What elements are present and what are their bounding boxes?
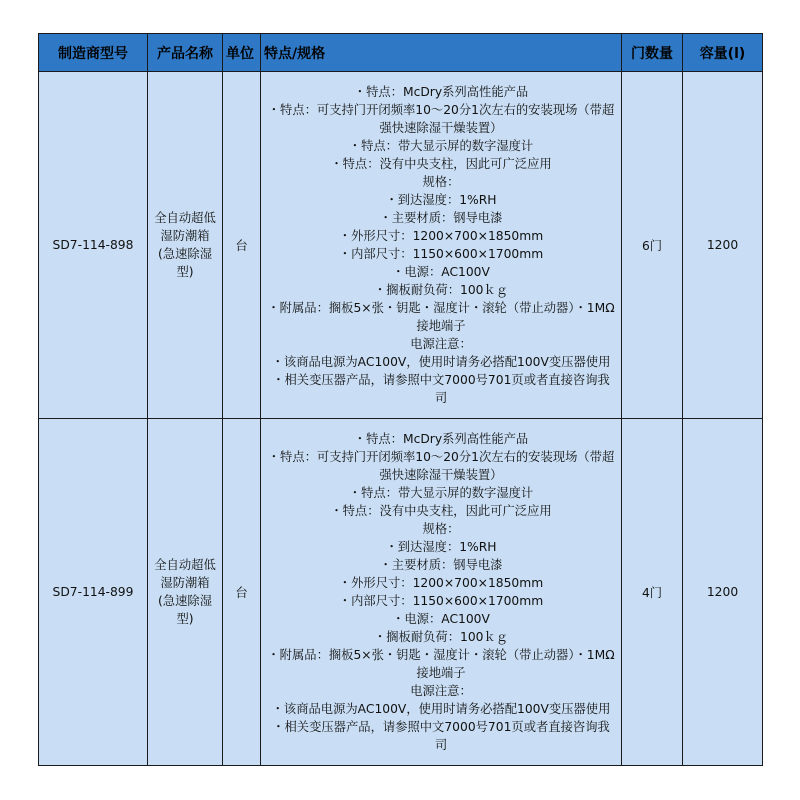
- cell-model: SD7-114-898: [39, 72, 148, 419]
- feature-line: ・电源：AC100V: [392, 612, 490, 626]
- table-row: [39, 419, 763, 766]
- cell-product-name: 全自动超低湿防潮箱(急速除湿型): [148, 419, 223, 766]
- feature-line: ・外形尺寸：1200×700×1850mm: [338, 576, 544, 590]
- cell-model: SD7-114-899: [39, 419, 148, 766]
- table-header-row: [39, 34, 763, 72]
- feature-line: ・该商品电源为AC100V，使用时请务必搭配100V变压器使用: [271, 355, 611, 369]
- feature-line: ・到达湿度：1%RH: [385, 193, 497, 207]
- feature-line: 规格：: [422, 175, 460, 189]
- feature-line: ・电源：AC100V: [392, 265, 490, 279]
- feature-line: ・附属品：搁板5×张・钥匙・湿度计・滚轮（带止动器）・1MΩ接地端子: [267, 648, 615, 680]
- cell-unit: 台: [223, 72, 261, 419]
- feature-line: ・特点：McDry系列高性能产品: [353, 85, 529, 99]
- feature-line: ・特点：没有中央支柱，因此可广泛应用: [330, 504, 552, 518]
- header-capacity: 容量(l): [683, 34, 763, 72]
- cell-features: [261, 419, 622, 766]
- table-row: [39, 72, 763, 419]
- cell-product-name: 全自动超低湿防潮箱(急速除湿型): [148, 72, 223, 419]
- cell-unit: 台: [223, 419, 261, 766]
- feature-line: 电源注意：: [410, 684, 472, 698]
- feature-line: ・相关变压器产品，请参照中文7000号701页或者直接咨询我司: [272, 720, 610, 752]
- feature-line: ・特点：McDry系列高性能产品: [353, 432, 529, 446]
- cell-capacity: 1200: [683, 419, 763, 766]
- header-doors: 门数量: [622, 34, 683, 72]
- cell-features: [261, 72, 622, 419]
- feature-line: ・到达湿度：1%RH: [385, 540, 497, 554]
- cell-doors: 4门: [622, 419, 683, 766]
- feature-line: ・相关变压器产品，请参照中文7000号701页或者直接咨询我司: [272, 373, 610, 405]
- cell-capacity: 1200: [683, 72, 763, 419]
- feature-line: ・主要材质：钢导电漆: [379, 211, 503, 225]
- header-unit: 单位: [223, 34, 261, 72]
- feature-line: ・主要材质：钢导电漆: [379, 558, 503, 572]
- cell-doors: 6门: [622, 72, 683, 419]
- header-model: 制造商型号: [39, 34, 148, 72]
- feature-line: 规格：: [422, 522, 460, 536]
- feature-line: ・搁板耐负荷：100ｋｇ: [373, 283, 509, 297]
- feature-line: ・搁板耐负荷：100ｋｇ: [373, 630, 509, 644]
- header-features: 特点/规格: [261, 34, 622, 72]
- feature-line: ・附属品：搁板5×张・钥匙・湿度计・滚轮（带止动器）・1MΩ接地端子: [267, 301, 615, 333]
- header-product-name: 产品名称: [148, 34, 223, 72]
- feature-line: ・内部尺寸：1150×600×1700mm: [338, 247, 544, 261]
- feature-line: ・特点：带大显示屏的数字湿度计: [348, 139, 534, 153]
- feature-line: ・特点：可支持门开闭频率10～20分1次左右的安装现场（带超强快速除湿干燥装置）: [267, 103, 615, 135]
- feature-line: 电源注意：: [410, 337, 472, 351]
- product-spec-table: [38, 33, 763, 766]
- feature-line: ・特点：没有中央支柱，因此可广泛应用: [330, 157, 552, 171]
- feature-line: ・该商品电源为AC100V，使用时请务必搭配100V变压器使用: [271, 702, 611, 716]
- feature-line: ・内部尺寸：1150×600×1700mm: [338, 594, 544, 608]
- feature-line: ・特点：可支持门开闭频率10～20分1次左右的安装现场（带超强快速除湿干燥装置）: [267, 450, 615, 482]
- feature-line: ・特点：带大显示屏的数字湿度计: [348, 486, 534, 500]
- feature-line: ・外形尺寸：1200×700×1850mm: [338, 229, 544, 243]
